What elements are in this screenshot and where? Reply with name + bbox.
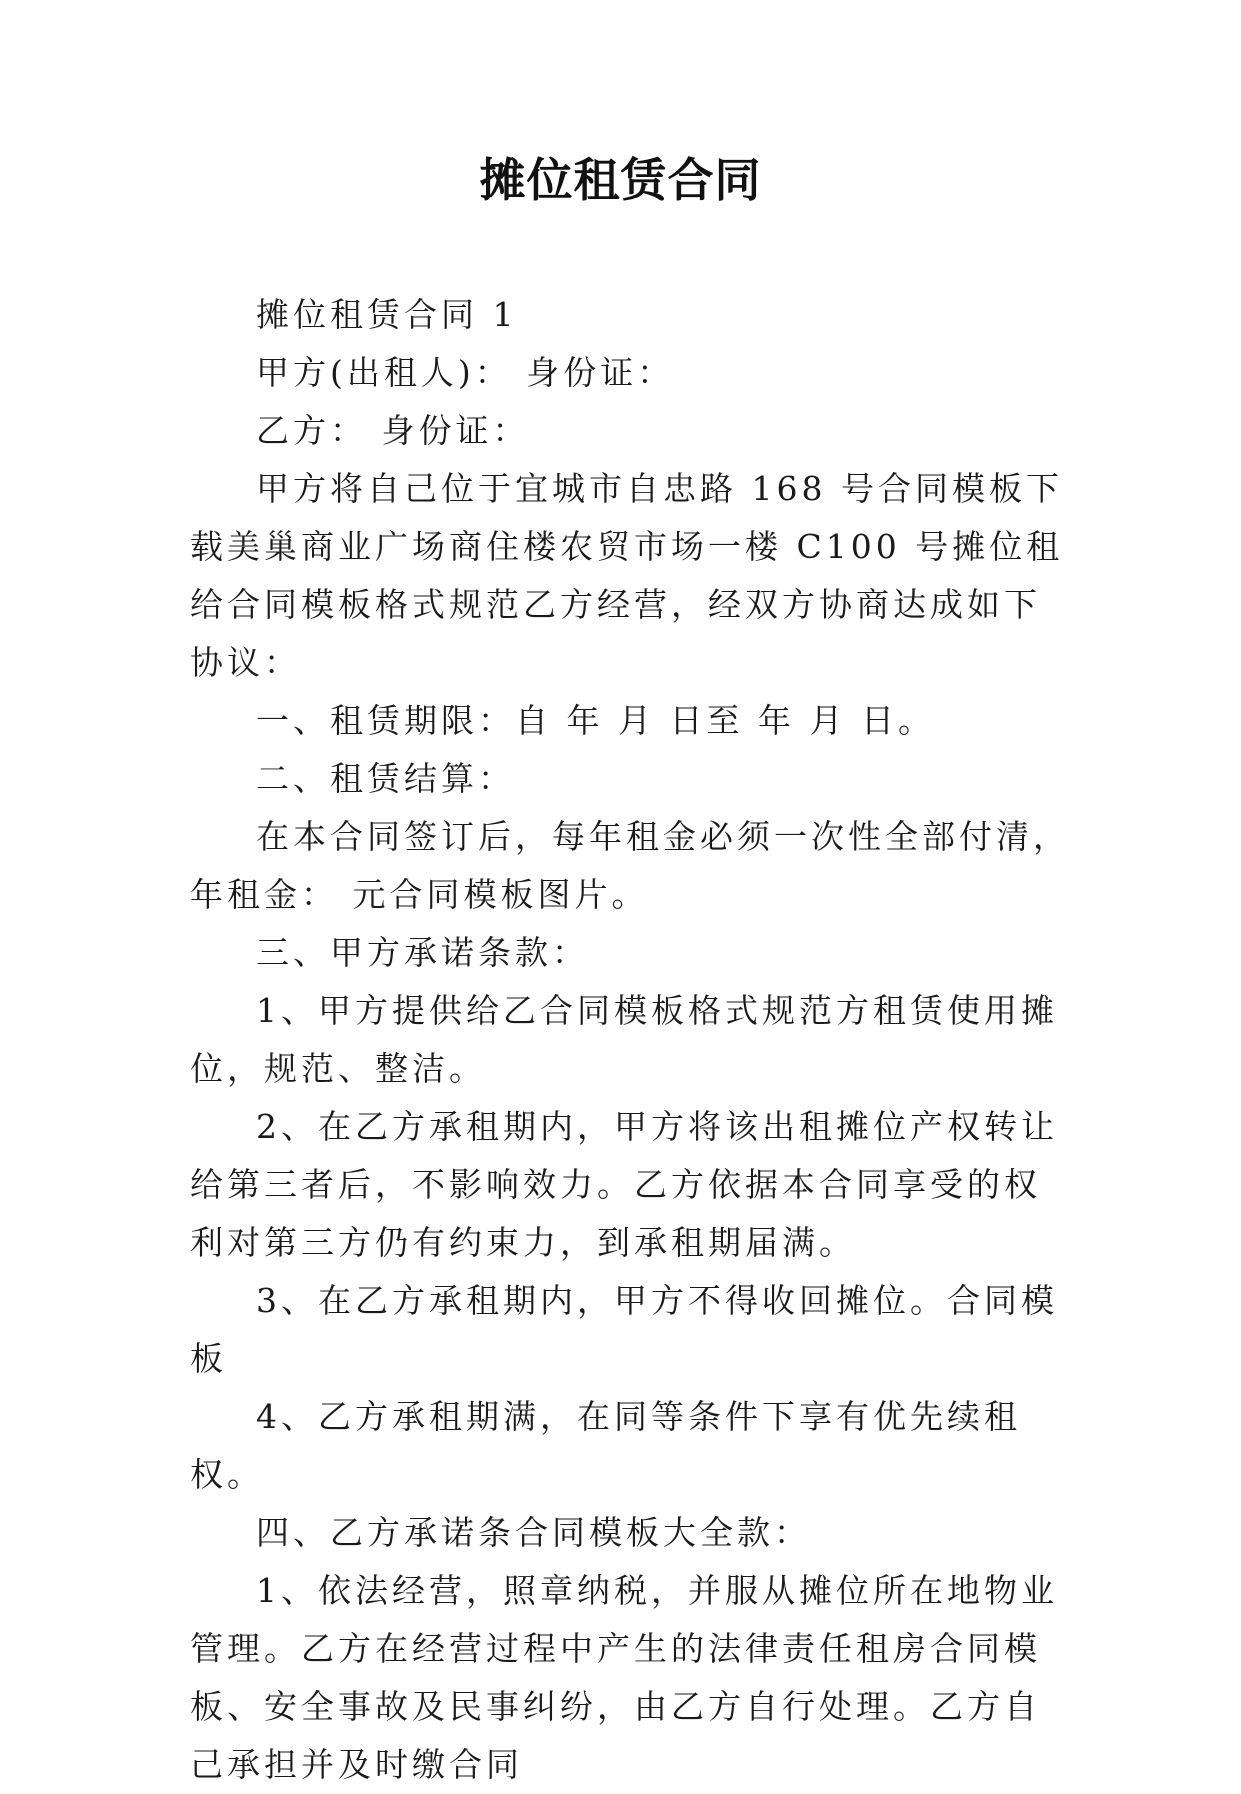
paragraph-party-b: 乙方： 身份证： bbox=[256, 411, 530, 450]
document-body bbox=[190, 286, 1070, 1794]
paragraph-party-a-clause-4: 4、乙方承租期满，在同等条件下享有优先续租权。 bbox=[190, 1397, 1021, 1494]
paragraph-settlement: 在本合同签订后，每年租金必须一次性全部付清，年租金： 元合同模板图片。 bbox=[190, 817, 1070, 914]
paragraph-preamble: 甲方将自己位于宜城市自忠路 168 号合同模板下载美巢商业广场商住楼农贸市场一楼 C100 号摊位租给合同模板格式规范乙方经营，经双方协商达成如下协议： bbox=[190, 469, 1064, 682]
paragraph-party-b-clause-1: 1、依法经营，照章纳税，并服从摊位所在地物业管理。乙方在经营过程中产生的法律责任租房合同模板、安全事故及民事纠纷，由乙方自行处理。乙方自己承担并及时缴合同 bbox=[190, 1571, 1058, 1784]
paragraph-lease-term: 一、租赁期限：自 年 月 日至 年 月 日。 bbox=[256, 701, 935, 740]
document-title: 摊位租赁合同 bbox=[479, 153, 762, 207]
paragraph-party-a-heading: 三、甲方承诺条款： bbox=[256, 933, 589, 972]
paragraph-party-a-clause-3: 3、在乙方承租期内，甲方不得收回摊位。合同模板 bbox=[190, 1281, 1058, 1378]
paragraph-contract-number: 摊位租赁合同 1 bbox=[256, 295, 518, 334]
paragraph-settlement-heading: 二、租赁结算： bbox=[256, 759, 515, 798]
paragraph-party-a-clause-1: 1、甲方提供给乙合同模板格式规范方租赁使用摊位，规范、整洁。 bbox=[190, 991, 1058, 1088]
paragraph-party-a-clause-2: 2、在乙方承租期内，甲方将该出租摊位产权转让给第三者后，不影响效力。乙方依据本合同享受的权利对第三方仍有约束力，到承租期届满。 bbox=[190, 1107, 1058, 1262]
paragraph-party-b-heading: 四、乙方承诺条合同模板大全款： bbox=[256, 1513, 811, 1552]
paragraph-party-a: 甲方(出租人)： 身份证： bbox=[256, 353, 675, 392]
